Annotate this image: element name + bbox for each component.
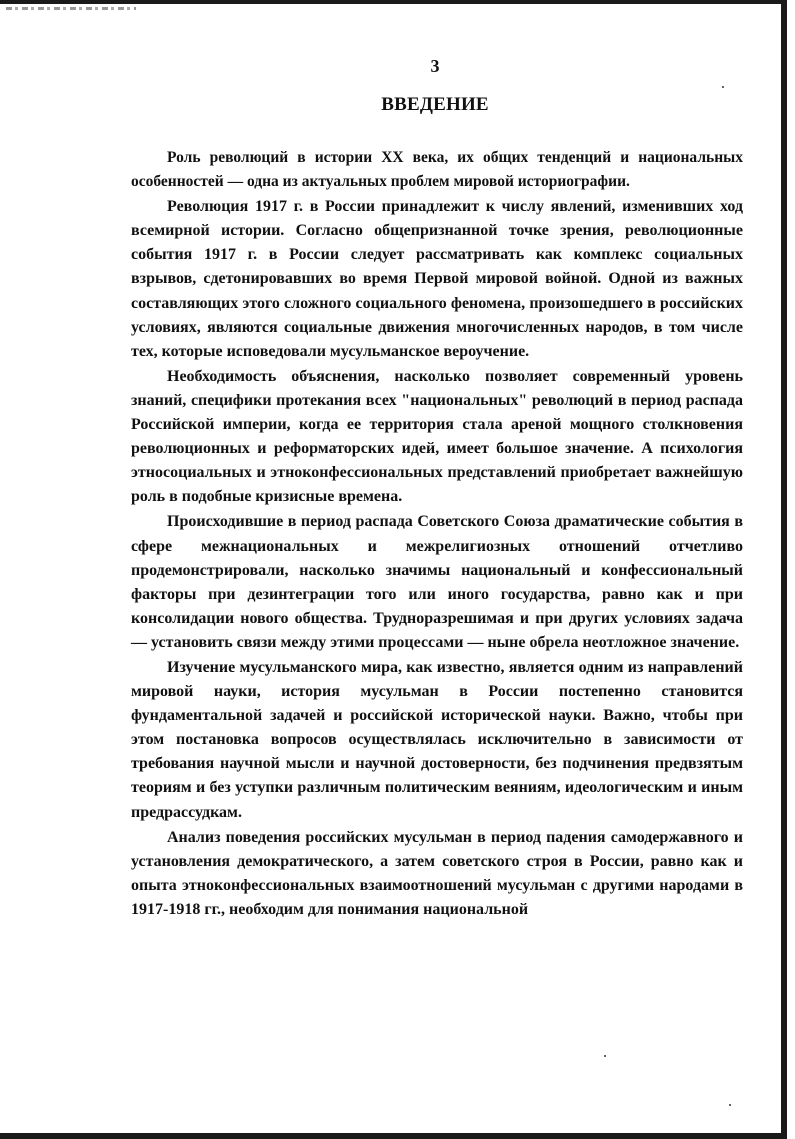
scan-border-top xyxy=(0,0,782,4)
scan-border-bottom xyxy=(0,1133,787,1139)
paragraph: Происходившие в период распада Советского Союза драматические события в сфере межнациональных и межрелигиозных отношений отчетливо продемонстрировали, насколько значимы национальный и конфессиональный факторы при дезинтеграции того или иного государства, равно как и при консолидации нового общества. Трудноразрешимая и при других условиях задача — установить связи между этими процессами — ныне обрела неотложное значение. xyxy=(131,513,743,651)
paragraph: Необходимость объяснения, насколько позволяет современный уровень знаний, специфики протекания всех "национальных" революций в период распада Российской империи, когда ее территория стала ареной мощного столкновения революционных и реформаторских идей, имеет большое значение. А психология этносоциальных и этноконфессиональных представлений приобретает важнейшую роль в подобные кризисные времена. xyxy=(131,367,743,506)
paragraph: Революция 1917 г. в России принадлежит к числу явлений, изменивших ход всемирной истории. Согласно общепризнанной точке зрения, революционные события 1917 г. в России следует рассматривать как комплекс социальных взрывов, сдетонировавших во время Первой мировой войной. Одной из важных составляющих этого сложного социального феномена, произошедшего в российских условиях, являются социальные движения многочисленных народов, в том числе тех, которые исповедовали мусульманское вероучение. xyxy=(131,198,743,360)
paragraph: Анализ поведения российских мусульман в период падения самодержавного и установления демократического, а затем советского строя в России, равно как и опыта этноконфессиональных взаимоотношений мусульман с другими народами в 1917-1918 гг., необходим для понимания национальной xyxy=(131,828,743,918)
page-title: ВВЕДЕНИЕ xyxy=(381,94,489,115)
scan-speck xyxy=(722,86,724,88)
scan-border-right xyxy=(781,0,787,1139)
body-text xyxy=(131,146,743,923)
paragraph: Роль революций в истории XX века, их общих тенденций и национальных особенностей — одна из актуальных проблем мировой историографии. xyxy=(131,149,743,191)
page-number: 3 xyxy=(430,56,440,76)
scan-speck xyxy=(729,1104,731,1106)
scan-speck xyxy=(604,1055,606,1057)
paragraph: Изучение мусульманского мира, как известно, является одним из направлений мировой науки, история мусульман в России постепенно становится фундаментальной задачей и российской исторической науки. Важно, чтобы при этом постановка вопросов осуществлялась исключительно в зависимости от требования научной мысли и научной достоверности, без подчинения предвзятым теориям и без уступки различным политическим веяниям, идеологическим и иным предрассудкам. xyxy=(131,658,743,821)
scan-noise xyxy=(6,7,136,10)
